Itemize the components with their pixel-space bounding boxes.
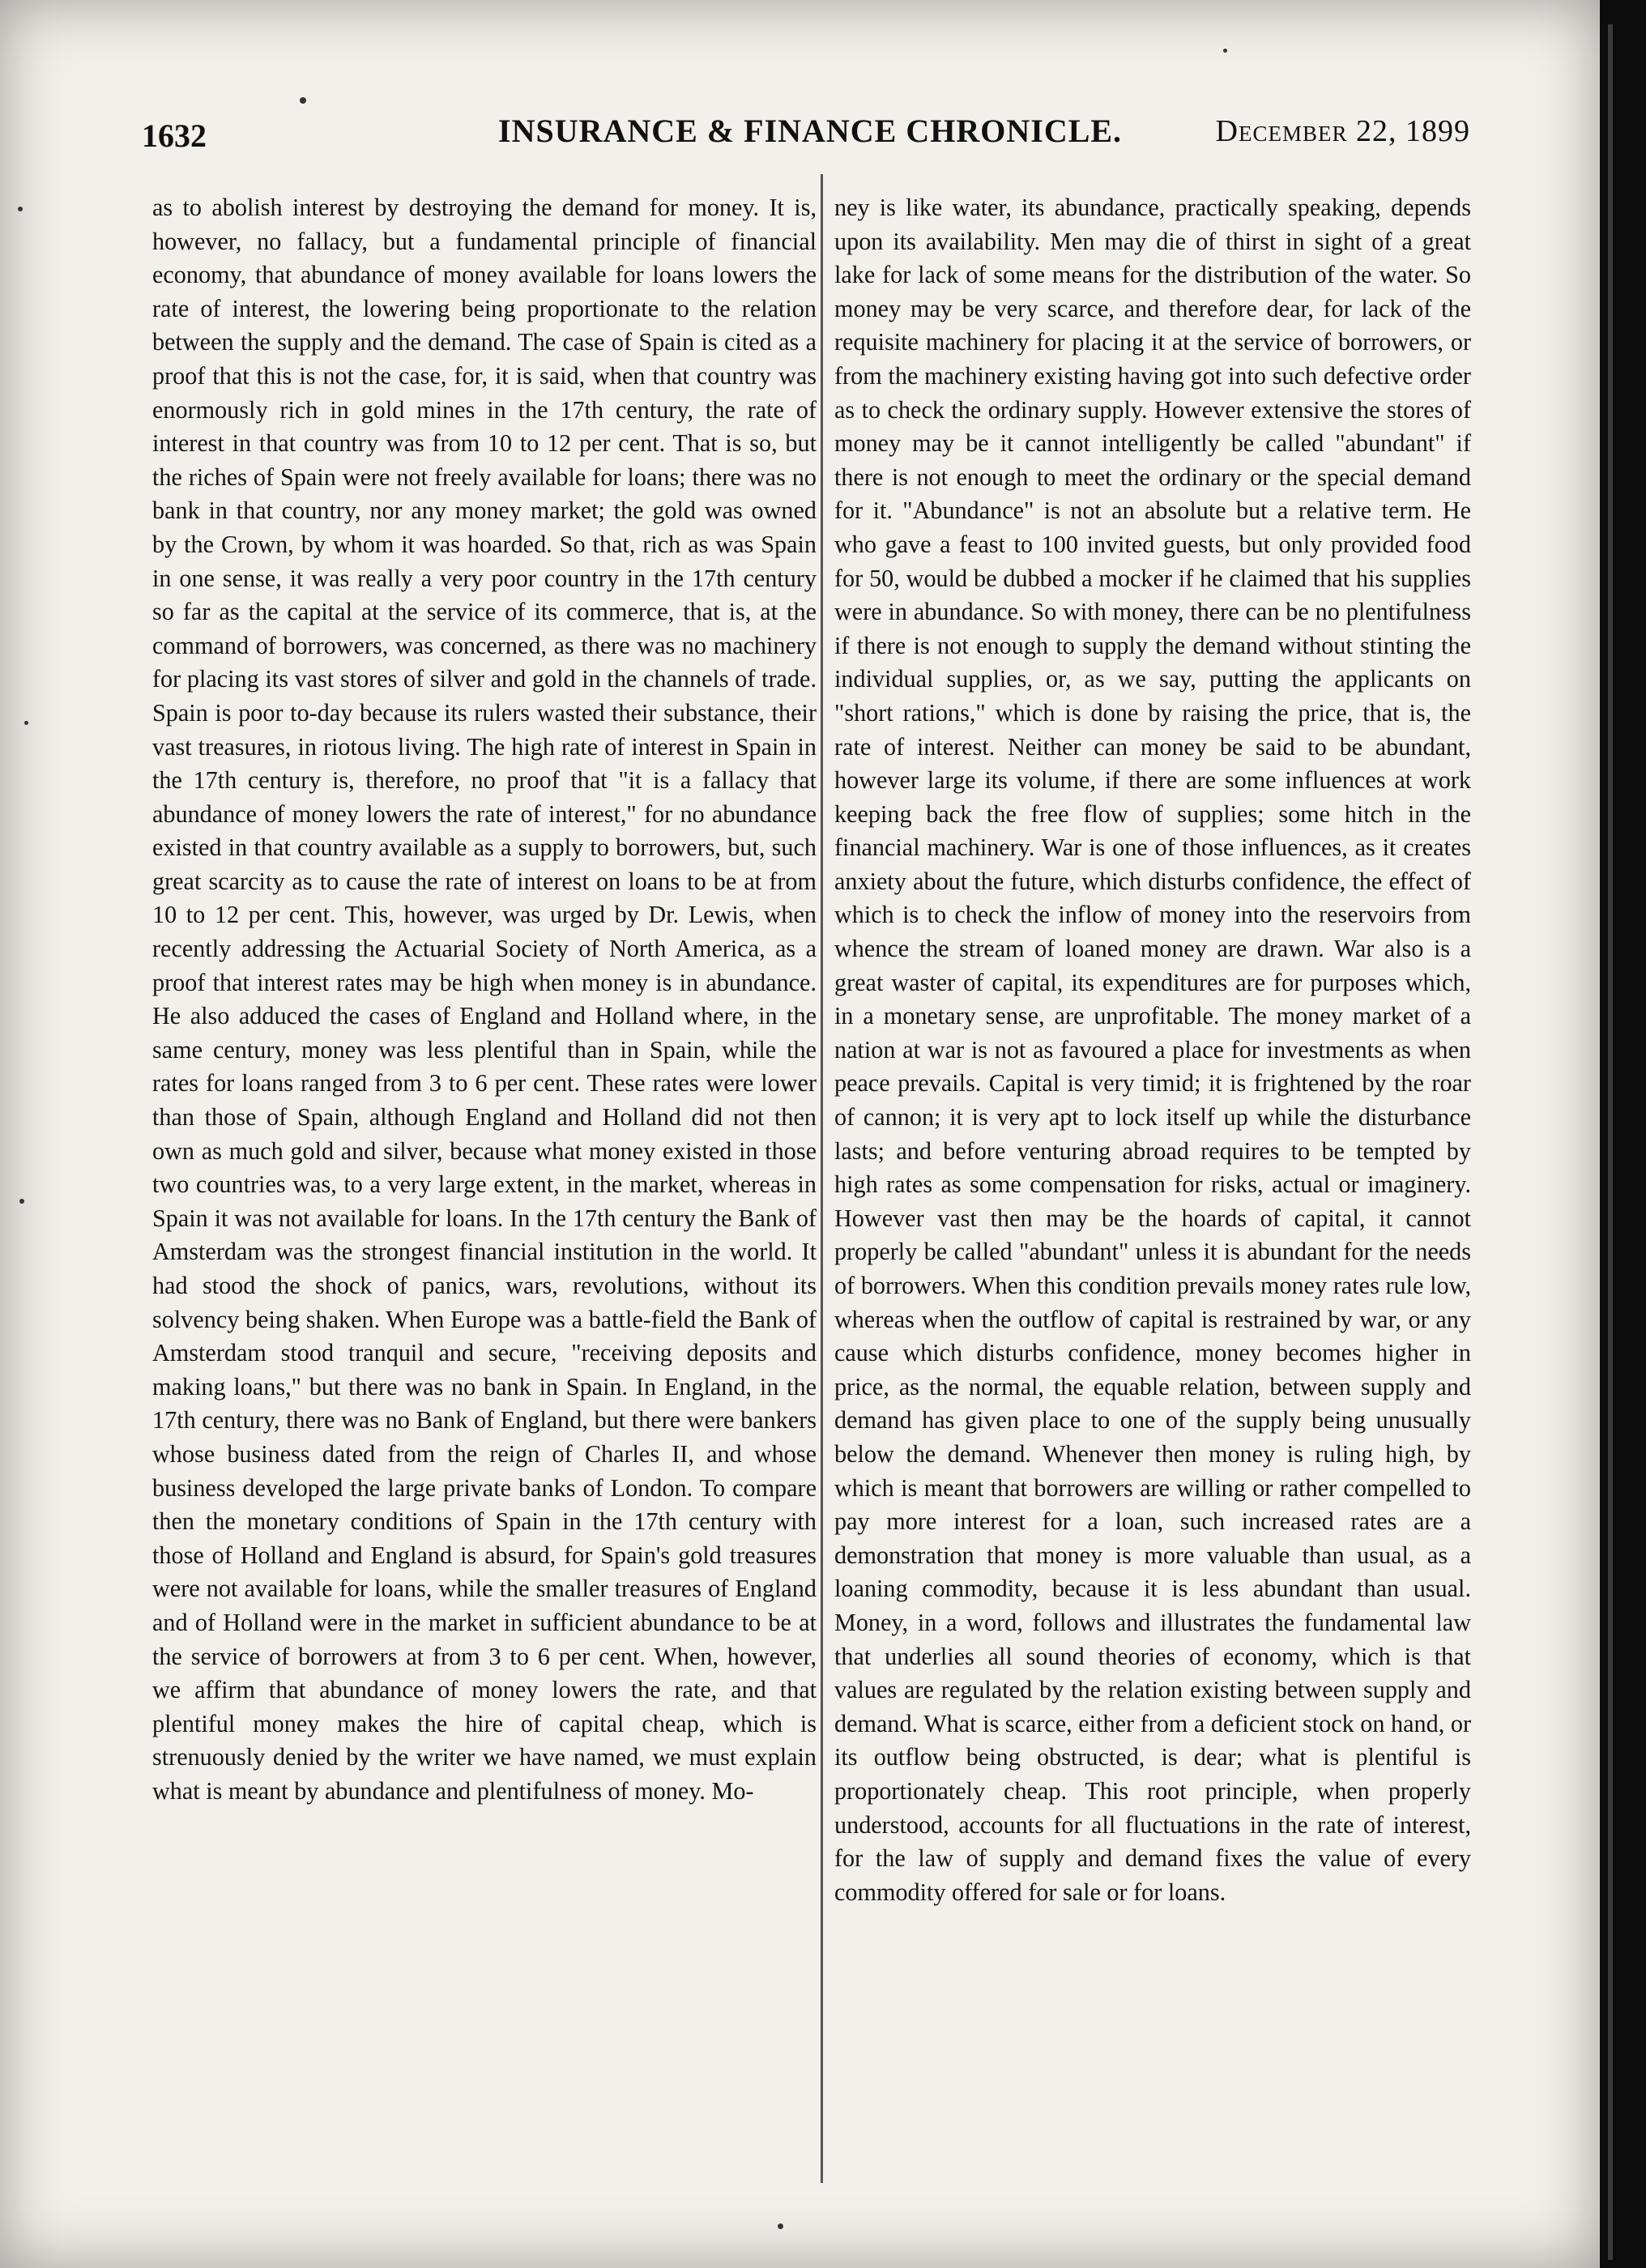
scan-border <box>1600 0 1646 2268</box>
article-column-right <box>834 191 1471 1909</box>
print-speck <box>19 1199 24 1204</box>
print-speck <box>24 721 28 725</box>
print-speck <box>300 97 306 104</box>
page-number: 1632 <box>142 117 207 154</box>
print-speck <box>778 2223 783 2229</box>
issue-date: December 22, 1899 <box>1215 114 1470 148</box>
column-divider <box>821 174 823 2183</box>
page-header <box>142 112 1470 160</box>
print-speck <box>18 207 23 211</box>
article-column-left <box>152 191 817 1809</box>
print-speck <box>1223 49 1227 53</box>
journal-title: INSURANCE & FINANCE CHRONICLE. <box>498 113 1123 149</box>
scan-edge-line <box>1608 24 1613 2260</box>
column-text: as to abolish interest by destroying the demand for money. It is, however, no fallacy, but a fundamental principle of financial economy, that abundance of money available for loans lowers the rate of interest, the lowering being proportionate to the relation between the supply and the demand. The case of Spain is cited as a proof that this is not the case, for, it is said, when that country was enormously rich in gold mines in the 17th century, the rate of interest in that country was from 10 to 12 per cent. That is so, but the riches of Spain were not freely available for loans; there was no bank in that country, nor any money market; the gold was owned by the Crown, by whom it was hoarded. So that, rich as was Spain in one sense, it was really a very poor country in the 17th century so far as the capital at the service of its commerce, that is, at the command of borrowers, was concerned, as there was no machinery for placing its vast stores of silver and gold in the channels of trade. Spain is poor to-day because its rulers wasted their substance, their vast treasures, in riotous living. The high rate of interest in Spain in the 17th century is, therefore, no proof that "it is a fallacy that abundance of money lowers the rate of interest," for no abundance existed in that country available as a supply to borrowers, but, such great scarcity as to cause the rate of interest on loans to be at from 10 to 12 per cent. This, however, was urged by Dr. Lewis, when recently addressing the Actuarial Society of North America, as a proof that interest rates may be high when money is in abundance. He also adduced the cases of England and Holland where, in the same century, money was less plentiful than in Spain, while the rates for loans ranged from 3 to 6 per cent. These rates were lower than those of Spain, although England and Holland did not then own as much gold and silver, because what money existed in those two countries was, to a very large extent, in the market, whereas in Spain it was not available for loans. In the 17th century the Bank of Amsterdam was the strongest financial institution in the world. It had stood the shock of panics, wars, revolutions, without its solvency being shaken. When Europe was a battle-field the Bank of Amsterdam stood tranquil and secure, "receiving deposits and making loans," but there was no bank in Spain. In England, in the 17th century, there was no Bank of England, but there were bankers whose business dated from the reign of Charles II, and whose business developed the large private banks of London. To compare then the monetary conditions of Spain in the 17th century with those of Holland and England is absurd, for Spain's gold treasures were not available for loans, while the smaller treasures of England and of Holland were in the market in sufficient abundance to be at the service of borrowers at from 3 to 6 per cent. When, however, we affirm that abundance of money lowers the rate, and that plentiful money makes the hire of capital cheap, which is strenuously denied by the writer we have named, we must explain what is meant by abundance and plentifulness of money. Mo- <box>152 194 817 1805</box>
column-text: ney is like water, its abundance, practically speaking, depends upon its availability. Men may die of thirst in sight of a great lake for lack of some means for the distribution of the water. So money may be very scarce, and therefore dear, for lack of the requisite machinery for placing it at the service of borrowers, or from the machinery existing having got into such defective order as to check the ordinary supply. However extensive the stores of money may be it cannot intelligently be called "abundant" if there is not enough to meet the ordinary or the special demand for it. "Abundance" is not an absolute but a relative term. He who gave a feast to 100 invited guests, but only provided food for 50, would be dubbed a mocker if he claimed that his supplies were in abundance. So with money, there can be no plentifulness if there is not enough to supply the demand without stinting the individual supplies, or, as we say, putting the applicants on "short rations," which is done by raising the price, that is, the rate of interest. Neither can money be said to be abundant, however large its volume, if there are some influences at work keeping back the free flow of supplies; some hitch in the financial machinery. War is one of those influences, as it creates anxiety about the future, which disturbs confidence, the effect of which is to check the inflow of money into the reservoirs from whence the stream of loaned money are drawn. War also is a great waster of capital, its expenditures are for purposes which, in a monetary sense, are unprofitable. The money market of a nation at war is not as favoured a place for investments as when peace prevails. Capital is very timid; it is frightened by the roar of cannon; it is very apt to lock itself up while the disturbance lasts; and before venturing abroad requires to be tempted by high rates as some compensation for risks, actual or imaginery. However vast then may be the hoards of capital, it cannot properly be called "abundant" unless it is abundant for the needs of borrowers. When this condition prevails money rates rule low, whereas when the outflow of capital is restrained by war, or any cause which disturbs confidence, money becomes higher in price, as the normal, the equable relation, between supply and demand has given place to one of the supply being unusually below the demand. Whenever then money is ruling high, by which is meant that borrowers are willing or rather compelled to pay more interest for a loan, such increased rates are a demonstration that money is more valuable than usual, as a loaning commodity, because it is less abundant than usual. Money, in a word, follows and illustrates the fundamental law that underlies all sound theories of economy, which is that values are regulated by the relation existing between supply and demand. What is scarce, either from a deficient stock on hand, or its outflow being obstructed, is dear; what is plentiful is proportionately cheap. This root principle, when properly understood, accounts for all fluctuations in the rate of interest, for the law of supply and demand fixes the value of every commodity offered for sale or for loans. <box>834 194 1471 1906</box>
